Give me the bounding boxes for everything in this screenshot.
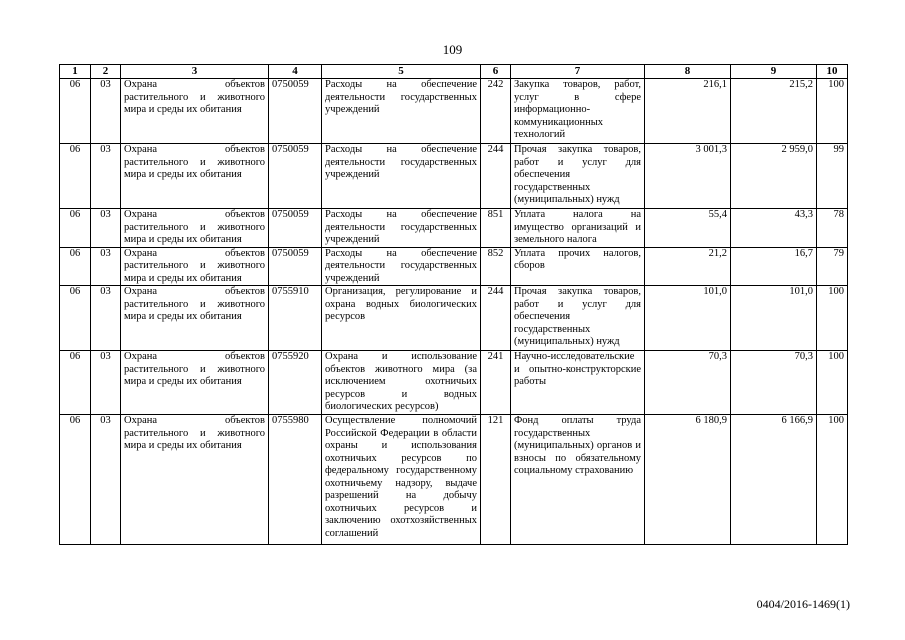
table-cell: 06 — [60, 79, 91, 144]
table-cell: Охрана и использование объектов животного мира (за исключением охотничьих ресурсов и водных биологических ресурсов) — [322, 351, 481, 415]
table-cell: Расходы на обеспечение деятельности государственных учреждений — [322, 247, 481, 286]
table-cell: Расходы на обеспечение деятельности государственных учреждений — [322, 79, 481, 144]
table-cell: 03 — [91, 286, 121, 351]
table-cell: 216,1 — [645, 79, 731, 144]
table-cell: Осуществление полномочий Российской Федерации в области охраны и использования охотничьих ресурсов по федеральному государственному охотничьему надзору, выдаче разрешений на добычу охотничьих ресурсов и заключению охотхозяйственных соглашений — [322, 415, 481, 545]
table-cell: Охрана объектов растительного и животного мира и среды их обитания — [121, 209, 269, 248]
table-cell: 0755980 — [269, 415, 322, 545]
table-cell: Прочая закупка товаров, работ и услуг для обеспечения государственных (муниципальных) нужд — [511, 286, 645, 351]
table-cell: 78 — [817, 209, 848, 248]
table-cell: 244 — [481, 286, 511, 351]
table-cell: 0750059 — [269, 209, 322, 248]
table-cell: 241 — [481, 351, 511, 415]
table-cell: Охрана объектов растительного и животного мира и среды их обитания — [121, 247, 269, 286]
table-cell: 100 — [817, 286, 848, 351]
header-row — [60, 65, 848, 79]
table-cell: 100 — [817, 415, 848, 545]
column-header: 9 — [731, 65, 817, 79]
column-header: 3 — [121, 65, 269, 79]
table-cell: 3 001,3 — [645, 144, 731, 209]
table-cell: 6 180,9 — [645, 415, 731, 545]
page-number: 109 — [442, 42, 463, 57]
table-cell: 79 — [817, 247, 848, 286]
table-cell: 0750059 — [269, 79, 322, 144]
column-header: 8 — [645, 65, 731, 79]
table-cell: 101,0 — [645, 286, 731, 351]
column-header: 10 — [817, 65, 848, 79]
table-cell: Закупка товаров, работ, услуг в сфере информационно-коммуникационных технологий — [511, 79, 645, 144]
table-cell: 06 — [60, 209, 91, 248]
table-cell: 99 — [817, 144, 848, 209]
table-cell: 0755910 — [269, 286, 322, 351]
column-header: 2 — [91, 65, 121, 79]
table-cell: Уплата прочих налогов, сборов — [511, 247, 645, 286]
table-cell: 03 — [91, 247, 121, 286]
table-cell: 100 — [817, 79, 848, 144]
table-cell: Охрана объектов растительного и животного мира и среды их обитания — [121, 415, 269, 545]
document-code: 0404/2016-1469(1) — [756, 597, 850, 611]
table-cell: Научно-исследовательские и опытно-конструкторские работы — [511, 351, 645, 415]
table-cell: Расходы на обеспечение деятельности государственных учреждений — [322, 144, 481, 209]
table-cell: 851 — [481, 209, 511, 248]
table-cell: 06 — [60, 415, 91, 545]
table-row — [60, 286, 848, 351]
table-row — [60, 144, 848, 209]
table-cell: 242 — [481, 79, 511, 144]
table-cell: 43,3 — [731, 209, 817, 248]
table-cell: 101,0 — [731, 286, 817, 351]
column-header: 4 — [269, 65, 322, 79]
column-header: 1 — [60, 65, 91, 79]
table-row — [60, 209, 848, 248]
table-cell: Охрана объектов растительного и животного мира и среды их обитания — [121, 286, 269, 351]
table-cell: 70,3 — [731, 351, 817, 415]
table-cell: 0750059 — [269, 247, 322, 286]
table-cell: Организация, регулирование и охрана водных биологических ресурсов — [322, 286, 481, 351]
table-cell: 03 — [91, 351, 121, 415]
table-row — [60, 247, 848, 286]
table-row — [60, 79, 848, 144]
table-cell: 0750059 — [269, 144, 322, 209]
table-cell: 06 — [60, 144, 91, 209]
column-header: 5 — [322, 65, 481, 79]
table-cell: 215,2 — [731, 79, 817, 144]
table-cell: 06 — [60, 286, 91, 351]
table-cell: 06 — [60, 247, 91, 286]
table-row — [60, 415, 848, 545]
table-cell: Прочая закупка товаров, работ и услуг для обеспечения государственных (муниципальных) нужд — [511, 144, 645, 209]
table-cell: 16,7 — [731, 247, 817, 286]
table-cell: 21,2 — [645, 247, 731, 286]
table-cell: 03 — [91, 144, 121, 209]
table-body — [60, 79, 848, 545]
table-cell: Охрана объектов растительного и животного мира и среды их обитания — [121, 144, 269, 209]
table-cell: Фонд оплаты труда государственных (муниципальных) органов и взносы по обязательному социальному страхованию — [511, 415, 645, 545]
table-cell: 06 — [60, 351, 91, 415]
table-cell: 0755920 — [269, 351, 322, 415]
table-cell: 55,4 — [645, 209, 731, 248]
table-row — [60, 351, 848, 415]
column-header: 7 — [511, 65, 645, 79]
table-cell: 2 959,0 — [731, 144, 817, 209]
table-cell: Уплата налога на имущество организаций и земельного налога — [511, 209, 645, 248]
table-cell: 244 — [481, 144, 511, 209]
table-cell: Охрана объектов растительного и животного мира и среды их обитания — [121, 79, 269, 144]
table-cell: 100 — [817, 351, 848, 415]
table-cell: Охрана объектов растительного и животного мира и среды их обитания — [121, 351, 269, 415]
table-cell: 03 — [91, 79, 121, 144]
table-cell: 6 166,9 — [731, 415, 817, 545]
table-cell: 852 — [481, 247, 511, 286]
table-cell: 03 — [91, 209, 121, 248]
table-cell: 70,3 — [645, 351, 731, 415]
budget-table — [59, 64, 848, 545]
table-cell: 121 — [481, 415, 511, 545]
table-cell: 03 — [91, 415, 121, 545]
column-header: 6 — [481, 65, 511, 79]
table-cell: Расходы на обеспечение деятельности государственных учреждений — [322, 209, 481, 248]
